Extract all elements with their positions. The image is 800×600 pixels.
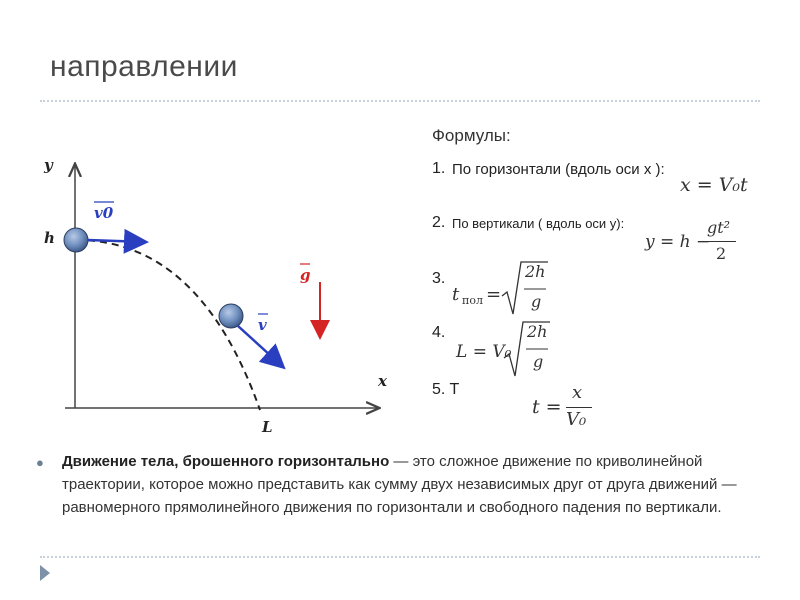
formula-2-label: По вертикали ( вдоль оси y):	[452, 216, 625, 231]
formula-4-rad-denominator: g	[533, 352, 544, 371]
L-label: L	[262, 418, 273, 436]
formula-2-number: 2.	[432, 214, 446, 231]
formula-1-number: 1.	[432, 160, 446, 177]
formula-5-numerator: x	[572, 382, 583, 403]
formula-3-equals: =	[486, 284, 502, 305]
formula-2-expr-left: y = h −	[645, 232, 711, 252]
formula-1-expr: x = V₀t	[680, 174, 748, 196]
formula-3-rad-denominator: g	[531, 292, 542, 311]
formula-3-subscript: пол	[462, 294, 483, 307]
formula-3-lhs: t	[452, 284, 460, 305]
divider-bottom	[40, 556, 760, 558]
formula-5-lhs: t =	[532, 396, 562, 418]
v0-vector	[88, 240, 144, 242]
x-axis-label: x	[378, 372, 387, 390]
formulas-heading: Формулы:	[432, 126, 511, 145]
formula-5-denominator: V₀	[566, 409, 587, 430]
bullet-icon: ●	[36, 455, 44, 470]
formula-2-denominator: 2	[716, 244, 727, 263]
formula-3-rad-numerator: 2h	[525, 262, 546, 281]
formula-2-numerator: gt²	[707, 218, 731, 237]
page-title: направлении	[50, 50, 238, 83]
divider-top	[40, 100, 760, 102]
g-label	[300, 264, 311, 284]
body-paragraph	[62, 450, 762, 519]
formula-2-fraction-bar	[706, 241, 736, 242]
svg-text:v: v	[258, 316, 267, 334]
y-axis-label: y	[44, 156, 53, 174]
play-triangle-icon	[40, 565, 50, 581]
formula-4-number: 4.	[432, 324, 446, 341]
formula-1-label: По горизонтали (вдоль оси x ):	[452, 161, 665, 178]
ball-mid	[219, 304, 243, 328]
formula-3-number: 3.	[432, 270, 446, 287]
ball-start	[64, 228, 88, 252]
trajectory-diagram	[30, 140, 400, 450]
v-label	[258, 314, 268, 334]
header-cut	[0, 0, 800, 40]
svg-text:g: g	[300, 266, 311, 284]
formula-5-number: 5. T	[432, 381, 460, 398]
body-bold-text: Движение тела, брошенного горизонтально	[62, 453, 390, 470]
formula-4-rad-numerator: 2h	[527, 322, 548, 341]
h-label: h	[44, 229, 55, 247]
body-text: — это сложное движение по криволинейной траектории, которое можно представить как сумму двух независимых друг от друга движений — равномерного прямолинейного движения по горизонтали и свободного падения по вертикали.	[62, 453, 737, 516]
formula-5-fraction-bar	[566, 407, 592, 408]
formula-4-lhs: L = V₀	[456, 342, 512, 362]
v0-label	[94, 202, 114, 222]
svg-text:v0: v0	[94, 204, 114, 222]
